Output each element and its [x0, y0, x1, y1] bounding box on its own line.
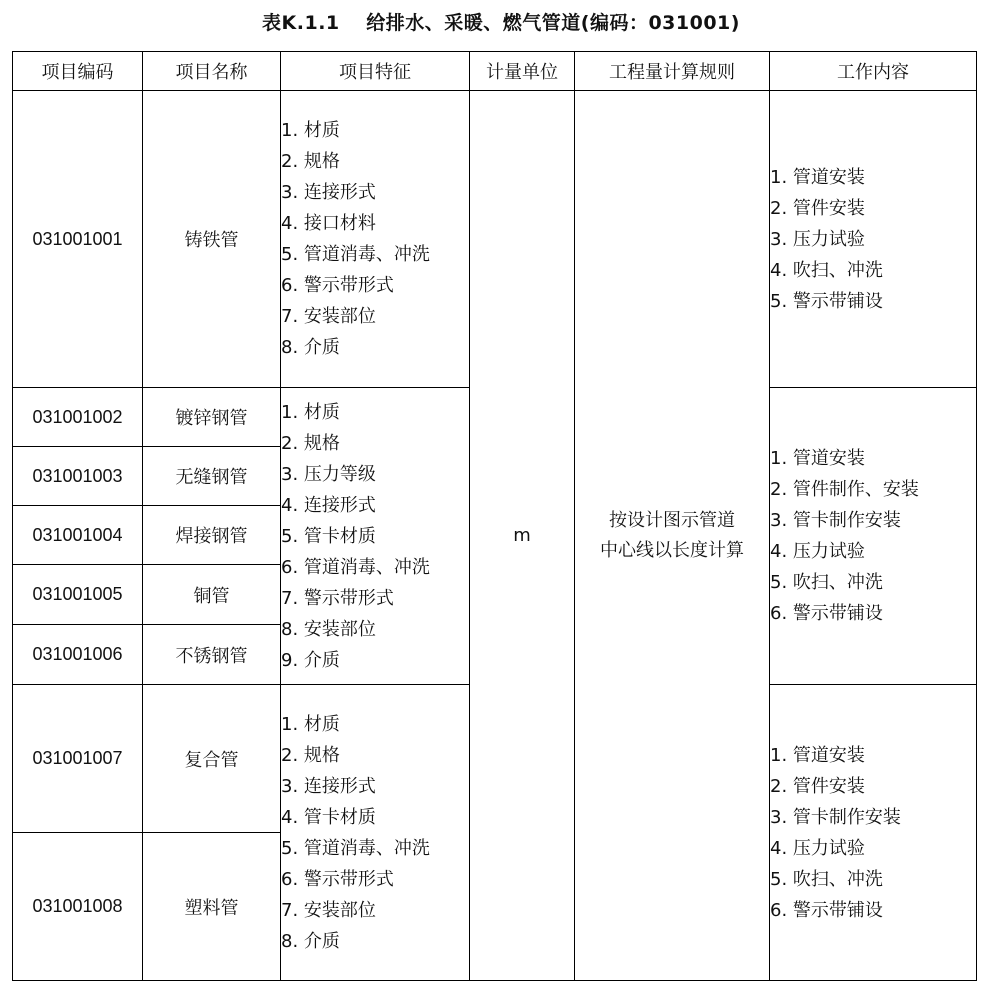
- item-name: 铜管: [143, 565, 281, 625]
- list-item: 3. 连接形式: [281, 775, 376, 797]
- item-code: 031001003: [13, 447, 143, 506]
- list-item: 7. 安装部位: [281, 899, 376, 921]
- list-item: 6. 警示带形式: [281, 868, 394, 890]
- list-item: 5. 警示带铺设: [770, 290, 883, 312]
- list-item: 5. 吹扫、冲洗: [770, 572, 883, 593]
- header-unit: 计量单位: [470, 52, 575, 91]
- list-item: 1. 管道安装: [770, 448, 865, 469]
- list-item: 4. 吹扫、冲洗: [770, 259, 883, 281]
- list-item: 3. 管卡制作安装: [770, 806, 901, 828]
- list-item: 1. 材质: [281, 401, 340, 423]
- list-item: 2. 规格: [281, 432, 340, 454]
- header-work-content: 工作内容: [770, 52, 977, 91]
- list-item: 6. 警示带铺设: [770, 899, 883, 921]
- feature-list: [281, 685, 470, 981]
- item-name: 复合管: [143, 685, 281, 833]
- list-item: 3. 压力等级: [281, 463, 376, 485]
- work-list: [770, 388, 977, 685]
- item-code: 031001002: [13, 388, 143, 447]
- list-item: 4. 连接形式: [281, 494, 376, 516]
- list-item: 4. 压力试验: [770, 837, 865, 859]
- list-item: 2. 管件安装: [770, 775, 865, 797]
- feature-list: [281, 91, 470, 388]
- list-item: 3. 压力试验: [770, 228, 865, 250]
- item-code: 031001005: [13, 565, 143, 625]
- list-item: 5. 管道消毒、冲洗: [281, 837, 430, 859]
- item-name: 镀锌钢管: [143, 388, 281, 447]
- list-item: 5. 吹扫、冲洗: [770, 868, 883, 890]
- pipe-spec-table: [12, 51, 977, 981]
- list-item: 1. 材质: [281, 120, 340, 141]
- list-item: 3. 连接形式: [281, 182, 376, 203]
- list-item: 2. 管件安装: [770, 197, 865, 219]
- header-item-name: 项目名称: [143, 52, 281, 91]
- quantity-rule-cell: [575, 91, 770, 981]
- rule-line: 中心线以长度计算: [600, 539, 744, 561]
- list-item: 4. 管卡材质: [281, 806, 376, 828]
- item-name: 焊接钢管: [143, 506, 281, 565]
- list-item: 2. 规格: [281, 151, 340, 172]
- header-row: [13, 52, 977, 91]
- list-item: 4. 接口材料: [281, 213, 376, 234]
- header-item-features: 项目特征: [281, 52, 470, 91]
- table-title: 表K.1.1 给排水、采暖、燃气管道(编码：031001): [262, 12, 740, 34]
- item-name: 不锈钢管: [143, 625, 281, 685]
- list-item: 2. 管件制作、安装: [770, 479, 919, 500]
- list-item: 7. 安装部位: [281, 306, 376, 327]
- work-list: [770, 685, 977, 981]
- item-name: 塑料管: [143, 833, 281, 981]
- list-item: 7. 警示带形式: [281, 587, 394, 609]
- list-item: 5. 管道消毒、冲洗: [281, 244, 430, 265]
- list-item: 9. 介质: [281, 649, 340, 671]
- list-item: 6. 警示带铺设: [770, 603, 883, 624]
- list-item: 4. 压力试验: [770, 541, 865, 562]
- list-item: 1. 材质: [281, 713, 340, 735]
- list-item: 6. 警示带形式: [281, 275, 394, 296]
- item-name: 无缝钢管: [143, 447, 281, 506]
- list-item: 2. 规格: [281, 744, 340, 766]
- list-item: 8. 介质: [281, 337, 340, 358]
- header-item-code: 项目编码: [13, 52, 143, 91]
- work-list: [770, 91, 977, 388]
- item-code: 031001006: [13, 625, 143, 685]
- list-item: 1. 管道安装: [770, 744, 865, 766]
- item-name: 铸铁管: [143, 91, 281, 388]
- unit-cell: m: [470, 91, 575, 981]
- item-code: 031001001: [13, 91, 143, 388]
- list-item: 8. 介质: [281, 930, 340, 952]
- list-item: 3. 管卡制作安装: [770, 510, 901, 531]
- list-item: 8. 安装部位: [281, 618, 376, 640]
- header-quantity-rule: 工程量计算规则: [575, 52, 770, 91]
- item-code: 031001004: [13, 506, 143, 565]
- item-code: 031001007: [13, 685, 143, 833]
- feature-list: [281, 388, 470, 685]
- list-item: 1. 管道安装: [770, 166, 865, 188]
- list-item: 6. 管道消毒、冲洗: [281, 556, 430, 578]
- list-item: 5. 管卡材质: [281, 525, 376, 547]
- table-row: [13, 91, 977, 388]
- item-code: 031001008: [13, 833, 143, 981]
- rule-line: 按设计图示管道: [609, 509, 735, 531]
